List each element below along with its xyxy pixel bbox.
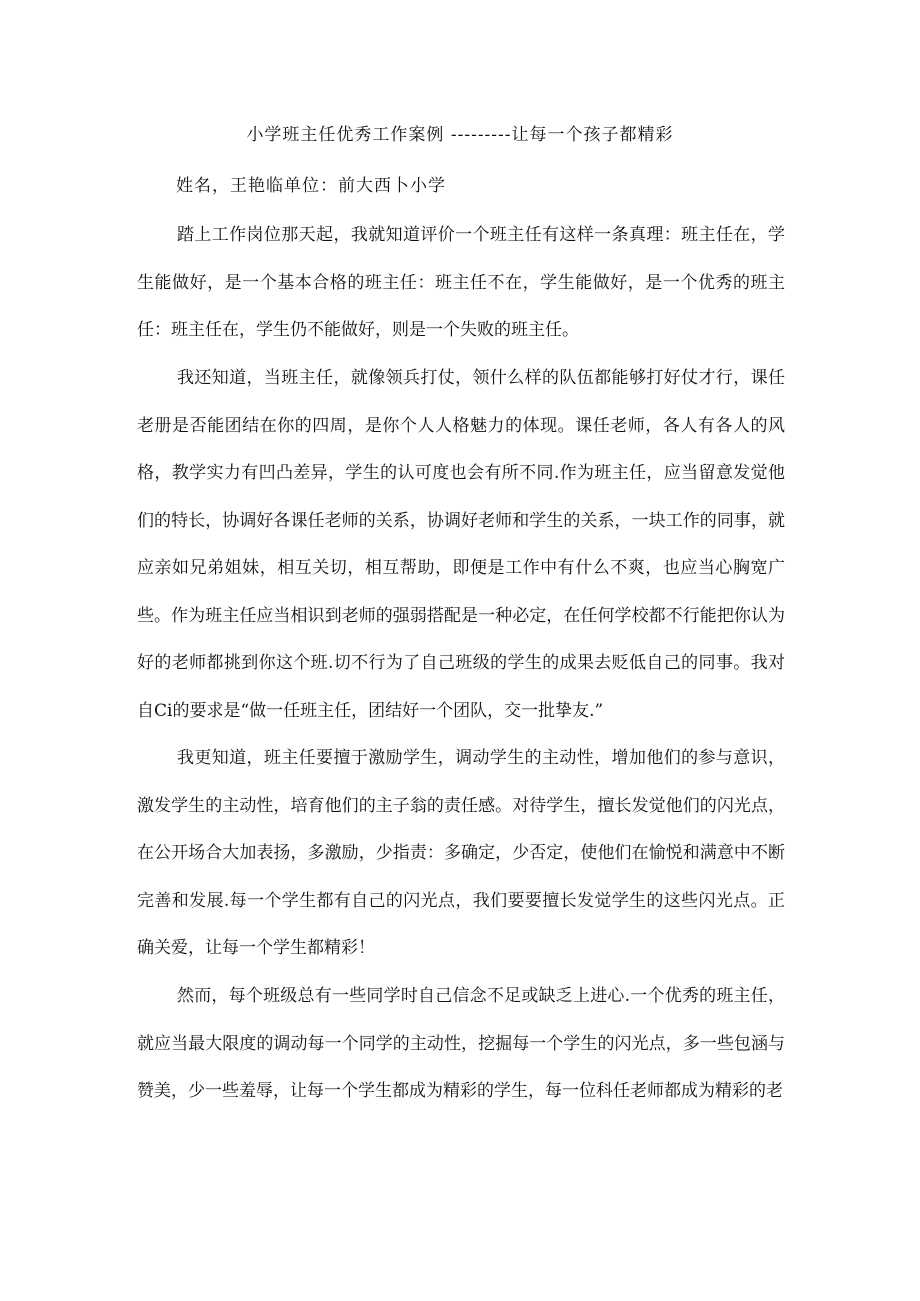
document-title: 小学班主任优秀工作案例 ---------让每一个孩子都精彩 <box>246 125 674 145</box>
paragraph-1: 踏上工作岗位那天起，我就知道评价一个班主任有这样一条真理：班主任在，学生能做好，是一个基本合格的班主任：班主任不在，学生能做好，是一个优秀的班主任：班主任在，学生仍不能做好，则是一个失败的班主任。 <box>137 225 785 340</box>
author-line: 姓名，王艳临单位：前大西卜小学 <box>176 176 446 196</box>
paragraph-4: 然而，每个班级总有一些同学时自己信念不足或缺乏上进心.一个优秀的班主任，就应当最大限度的调动每一个同学的主动性，挖掘每一个学生的闪光点，多一些包涵与赞美，少一些羞辱，让每一个学生都成为精彩的学生，每一位科任老师都成为精彩的老 <box>137 986 785 1101</box>
paragraph-2: 我还知道，当班主任，就像领兵打仗，领什么样的队伍都能够打好仗才行，课任老册是否能团结在你的四周，是你个人人格魅力的体现。课任老师，各人有各人的风格，教学实力有凹凸差异，学生的认可度也会有所不同.作为班主任，应当留意发觉他们的特长，协调好各课任老师的关系，协调好老师和学生的关系，一块工作的同事，就应亲如兄弟姐妹，相互关切，相互帮助，即便是工作中有什么不爽，也应当心胸宽广些。作为班主任应当相识到老师的强弱搭配是一种必定，在任何学校都不行能把你认为好的老师都挑到你这个班.切不行为了自己班级的学生的成果去贬低自己的同事。我对自Ci的要求是“做一任班主任，团结好一个团队，交一批挚友.” <box>137 368 785 721</box>
paragraph-3: 我更知道，班主任要擅于激励学生，调动学生的主动性，增加他们的参与意识，激发学生的主动性，培育他们的主子翁的责任感。对待学生，擅长发觉他们的闪光点，在公开场合大加表扬，多激励，少指责：多确定，少否定，使他们在愉悦和满意中不断完善和发展.每一个学生都有自己的闪光点，我们要要擅长发觉学生的这些闪光点。正确关爱，让每一个学生都精彩！ <box>137 748 785 958</box>
